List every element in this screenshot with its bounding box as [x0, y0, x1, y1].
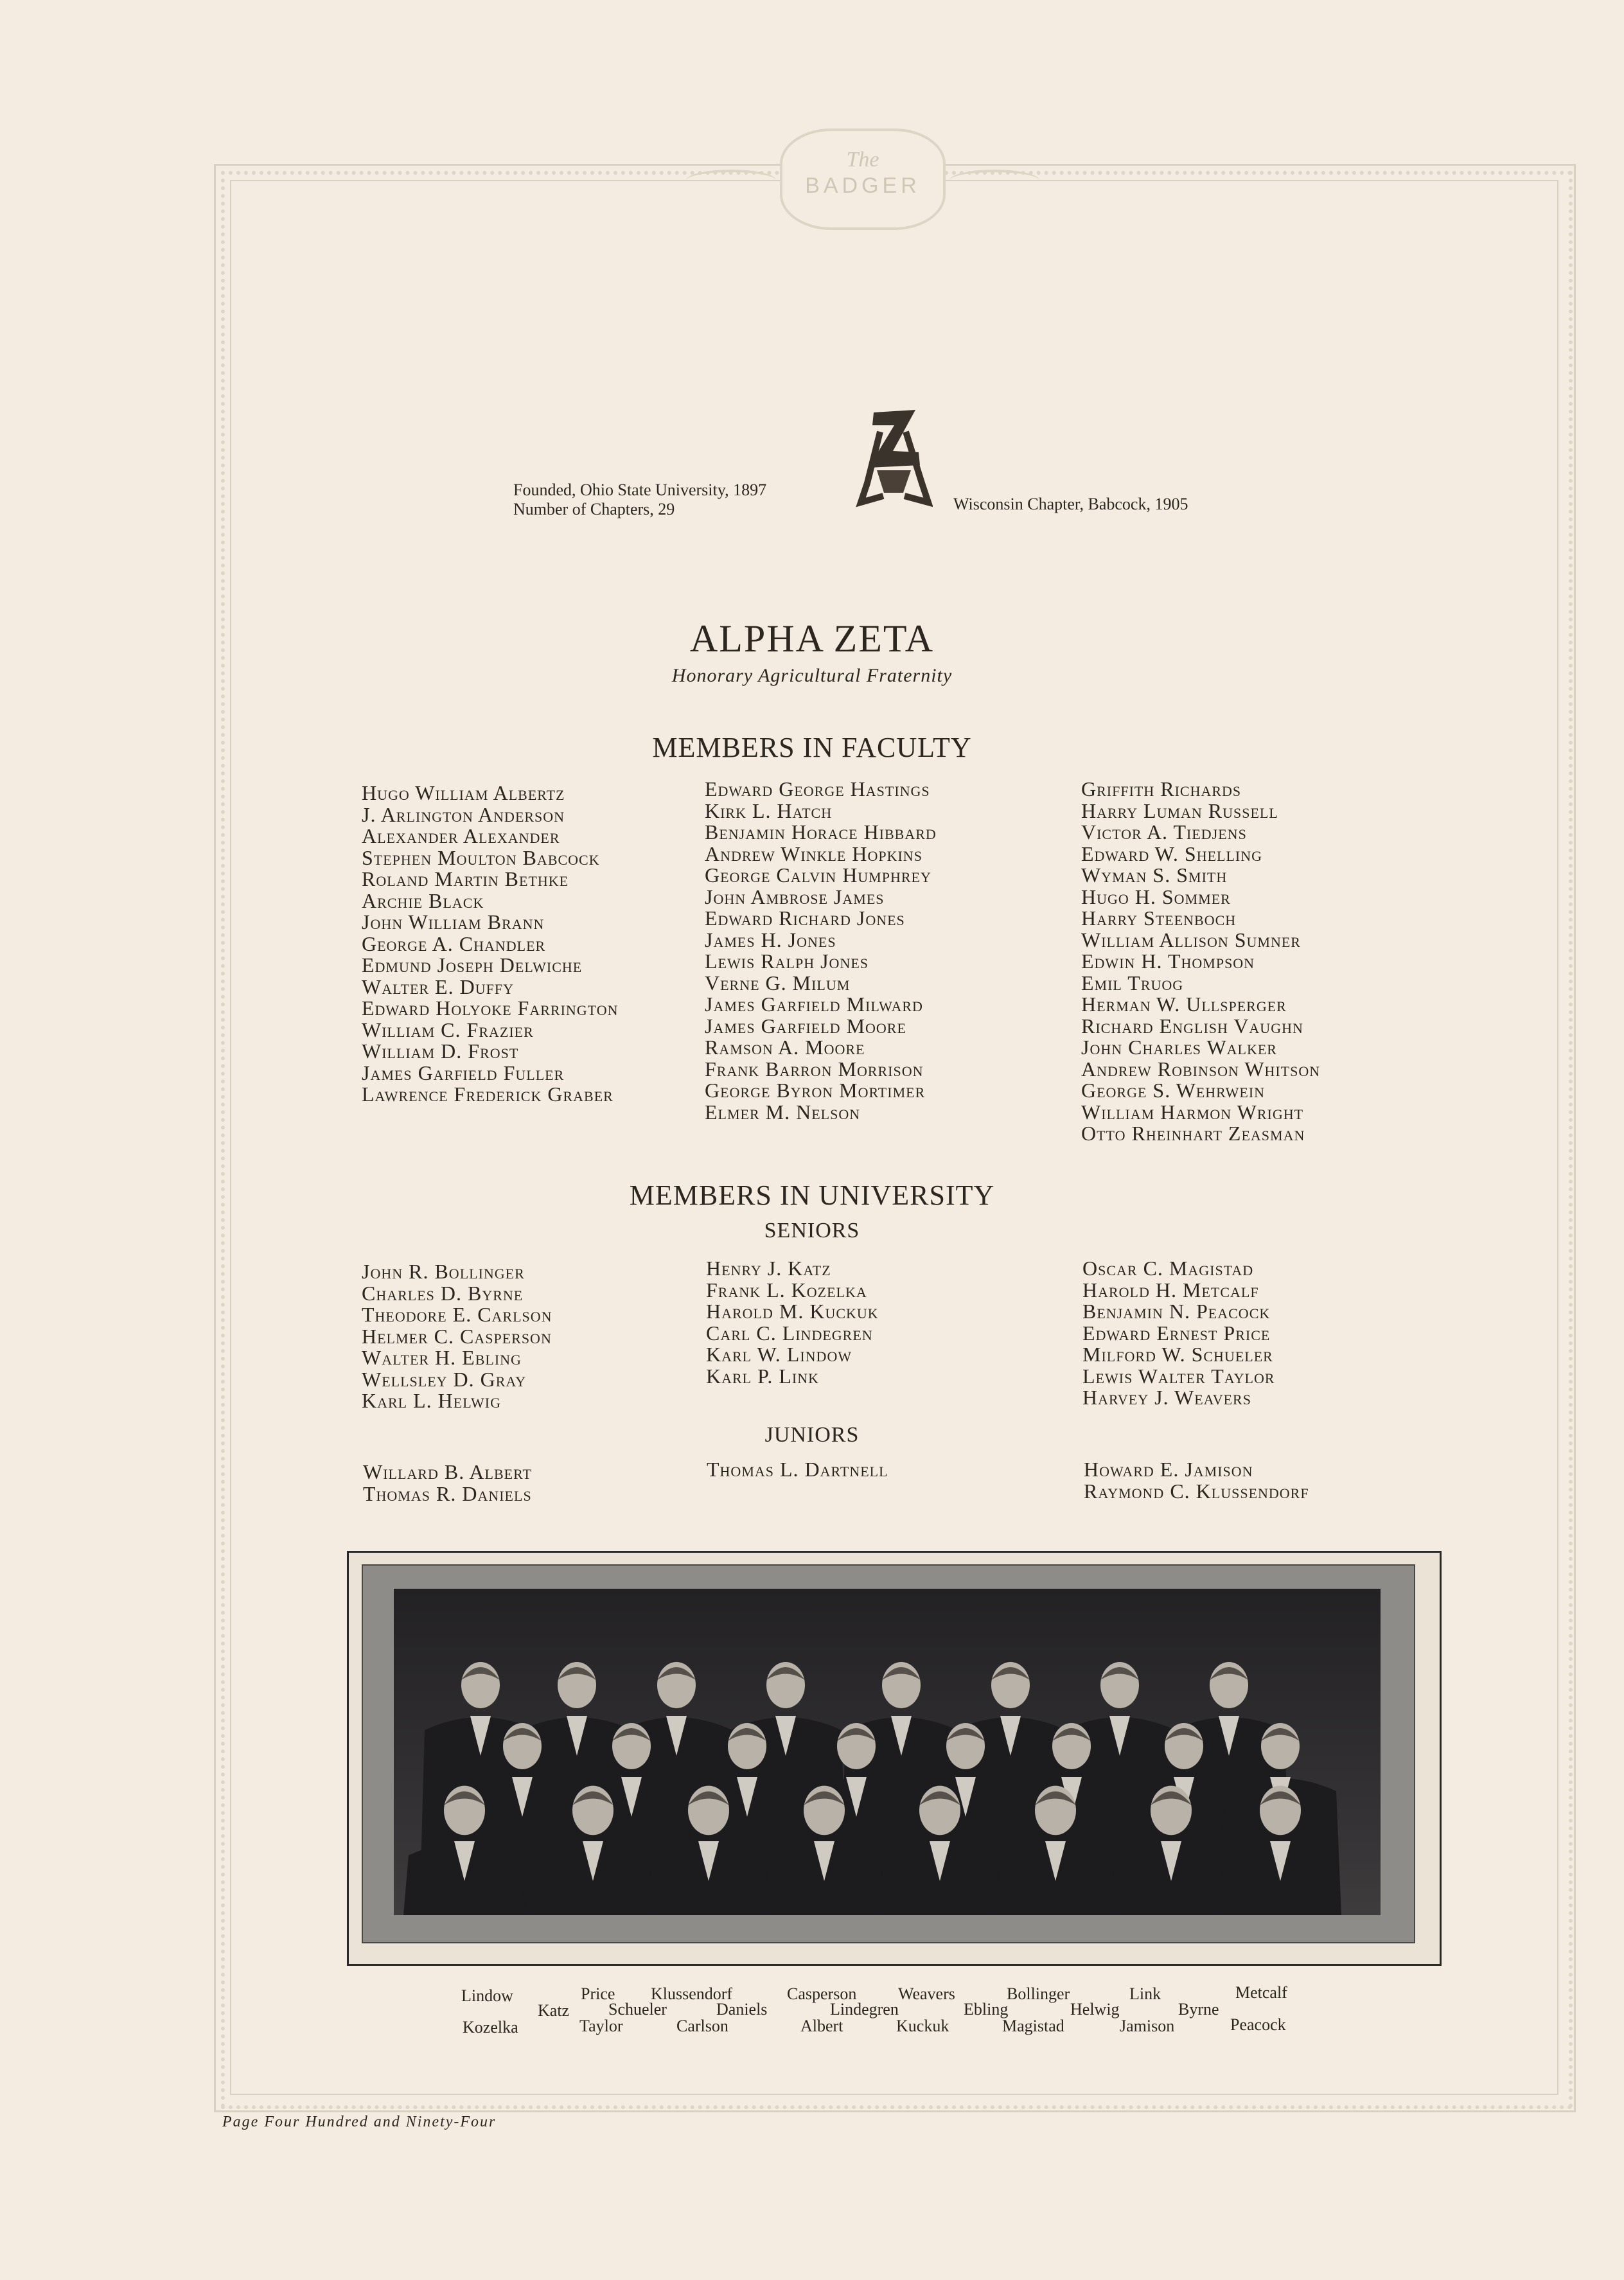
member-name: Alexander Alexander — [362, 824, 560, 847]
member-name: Herman W. Ullsperger — [1081, 993, 1287, 1016]
member-name: George Calvin Humphrey — [705, 863, 931, 887]
member-name: Andrew Robinson Whitson — [1081, 1057, 1321, 1081]
member-name: Benjamin Horace Hibbard — [705, 820, 937, 844]
member-name: Hugo William Albertz — [362, 781, 565, 804]
caption-name: Weavers — [898, 1984, 955, 2003]
member-name: Hugo H. Sommer — [1081, 885, 1231, 908]
crest-the-text: The — [846, 148, 879, 172]
juniors-col-3 — [1084, 1459, 1309, 1502]
member-name: Willard B. Albert — [363, 1460, 532, 1483]
member-name: John Charles Walker — [1081, 1036, 1277, 1059]
member-name: Edward George Hastings — [705, 777, 930, 800]
member-name: William D. Frost — [362, 1039, 519, 1063]
caption-name: Helwig — [1070, 2000, 1120, 2019]
seniors-col-2 — [706, 1258, 879, 1387]
member-name: Harvey J. Weavers — [1082, 1386, 1251, 1409]
member-name: Theodore E. Carlson — [362, 1303, 552, 1326]
member-name: Victor A. Tiedjens — [1081, 820, 1247, 844]
member-name: William Harmon Wright — [1081, 1100, 1304, 1124]
member-name: Elmer M. Nelson — [705, 1100, 861, 1124]
member-name: Karl W. Lindow — [706, 1343, 852, 1366]
member-name: Benjamin N. Peacock — [1082, 1300, 1271, 1323]
member-name: Edward W. Shelling — [1081, 842, 1262, 865]
university-heading: MEMBERS IN UNIVERSITY — [629, 1180, 995, 1211]
alpha-zeta-emblem-icon — [854, 406, 933, 509]
caption-name: Taylor — [579, 2017, 623, 2035]
page-title: ALPHA ZETA — [689, 617, 935, 660]
wisconsin-chapter-text: Wisconsin Chapter, Babcock, 1905 — [953, 495, 1188, 513]
member-name: Wyman S. Smith — [1081, 863, 1228, 887]
member-name: Wellsley D. Gray — [362, 1367, 527, 1391]
member-name: Archie Black — [362, 888, 484, 912]
seniors-col-3 — [1082, 1258, 1275, 1409]
caption-name: Klussendorf — [651, 1984, 733, 2003]
member-name: John William Brann — [362, 910, 545, 933]
member-name: Edwin H. Thompson — [1081, 950, 1255, 973]
photo-mat — [362, 1564, 1415, 1943]
page-subtitle: Honorary Agricultural Fraternity — [671, 665, 953, 686]
member-name: Karl P. Link — [706, 1364, 820, 1388]
caption-name: Lindegren — [830, 2000, 899, 2019]
page-number-footer: Page Four Hundred and Ninety-Four — [222, 2114, 497, 2130]
member-name: Roland Martin Bethke — [362, 867, 569, 890]
member-name: Emil Truog — [1081, 971, 1184, 994]
caption-name: Jamison — [1120, 2017, 1175, 2035]
member-name: George Byron Mortimer — [705, 1079, 926, 1102]
member-name: Ramson A. Moore — [705, 1036, 865, 1059]
caption-name: Lindow — [461, 1986, 513, 2005]
member-name: James H. Jones — [705, 928, 836, 951]
member-name: Lewis Walter Taylor — [1082, 1364, 1275, 1388]
badger-crest-logo — [780, 128, 946, 230]
caption-name: Link — [1129, 1984, 1161, 2003]
member-name: William Allison Sumner — [1081, 928, 1301, 951]
member-name: Thomas L. Dartnell — [707, 1458, 888, 1481]
member-name: William C. Frazier — [362, 1018, 534, 1041]
member-name: Henry J. Katz — [706, 1257, 831, 1280]
caption-name: Ebling — [964, 2000, 1009, 2019]
member-name: Harold M. Kuckuk — [706, 1300, 879, 1323]
member-name: Otto Rheinhart Zeasman — [1081, 1122, 1305, 1145]
chapters-text: Number of Chapters, 29 — [513, 500, 675, 518]
juniors-heading: JUNIORS — [764, 1423, 860, 1447]
group-members-figures — [394, 1589, 1381, 1915]
faculty-col-3 — [1081, 779, 1320, 1145]
caption-name: Kozelka — [463, 2018, 518, 2037]
faculty-heading: MEMBERS IN FACULTY — [652, 732, 972, 763]
member-name: J. Arlington Anderson — [362, 802, 565, 826]
member-name: Howard E. Jamison — [1084, 1458, 1253, 1481]
member-name: Milford W. Schueler — [1082, 1343, 1273, 1366]
member-name: Andrew Winkle Hopkins — [705, 842, 922, 865]
caption-name: Albert — [800, 2017, 843, 2035]
member-name: James Garfield Fuller — [362, 1061, 565, 1084]
member-name: Karl L. Helwig — [362, 1389, 501, 1412]
caption-name: Price — [581, 1984, 615, 2003]
caption-name: Magistad — [1002, 2017, 1064, 2035]
faculty-col-1 — [362, 782, 619, 1106]
member-name: George A. Chandler — [362, 932, 546, 955]
member-name: Lewis Ralph Jones — [705, 950, 869, 973]
member-name: Frank Barron Morrison — [705, 1057, 924, 1081]
faculty-col-2 — [705, 779, 937, 1123]
member-name: Harry Steenboch — [1081, 906, 1237, 930]
member-name: Griffith Richards — [1081, 777, 1242, 800]
member-name: Walter H. Ebling — [362, 1346, 522, 1369]
seniors-heading: SENIORS — [764, 1219, 860, 1242]
member-name: Richard English Vaughn — [1081, 1014, 1303, 1038]
member-name: Raymond C. Klussendorf — [1084, 1479, 1309, 1503]
member-name: Harold H. Metcalf — [1082, 1278, 1259, 1302]
member-name: Lawrence Frederick Graber — [362, 1083, 613, 1106]
caption-name: Kuckuk — [896, 2017, 949, 2035]
member-name: Edward Holyoke Farrington — [362, 996, 619, 1020]
member-name: Edward Ernest Price — [1082, 1321, 1271, 1345]
photo-caption — [0, 1985, 1624, 2043]
caption-name: Daniels — [716, 2000, 768, 2019]
member-name: George S. Wehrwein — [1081, 1079, 1266, 1102]
caption-name: Peacock — [1230, 2015, 1286, 2034]
group-photo-image — [394, 1589, 1381, 1915]
caption-name: Carlson — [676, 2017, 728, 2035]
member-name: Kirk L. Hatch — [705, 799, 833, 822]
group-photo — [347, 1551, 1442, 1966]
member-name: Walter E. Duffy — [362, 975, 514, 998]
juniors-col-2 — [707, 1459, 888, 1481]
caption-name: Casperson — [787, 1984, 857, 2003]
member-name: John R. Bollinger — [362, 1260, 525, 1283]
juniors-col-1 — [363, 1462, 532, 1505]
member-name: Harry Luman Russell — [1081, 799, 1278, 822]
caption-name: Byrne — [1178, 2000, 1219, 2019]
member-name: Verne G. Milum — [705, 971, 851, 994]
caption-name: Katz — [538, 2001, 570, 2020]
member-name: James Garfield Milward — [705, 993, 923, 1016]
member-name: Carl C. Lindegren — [706, 1321, 873, 1345]
member-name: James Garfield Moore — [705, 1014, 906, 1038]
member-name: Charles D. Byrne — [362, 1281, 524, 1305]
founding-info — [513, 481, 766, 519]
caption-name: Bollinger — [1007, 1984, 1070, 2003]
member-name: Oscar C. Magistad — [1082, 1257, 1254, 1280]
member-name: Stephen Moulton Babcock — [362, 845, 600, 869]
member-name: Thomas R. Daniels — [363, 1481, 532, 1505]
member-name: Frank L. Kozelka — [706, 1278, 867, 1302]
member-name: Edmund Joseph Delwiche — [362, 953, 583, 977]
caption-name: Metcalf — [1235, 1983, 1287, 2002]
member-name: Edward Richard Jones — [705, 906, 905, 930]
member-name: Helmer C. Casperson — [362, 1324, 552, 1348]
crest-badger-text: BADGER — [805, 173, 921, 198]
member-name: John Ambrose James — [705, 885, 885, 908]
founded-text: Founded, Ohio State University, 1897 — [513, 481, 767, 499]
seniors-col-1 — [362, 1261, 552, 1412]
caption-name: Schueler — [608, 2000, 667, 2019]
